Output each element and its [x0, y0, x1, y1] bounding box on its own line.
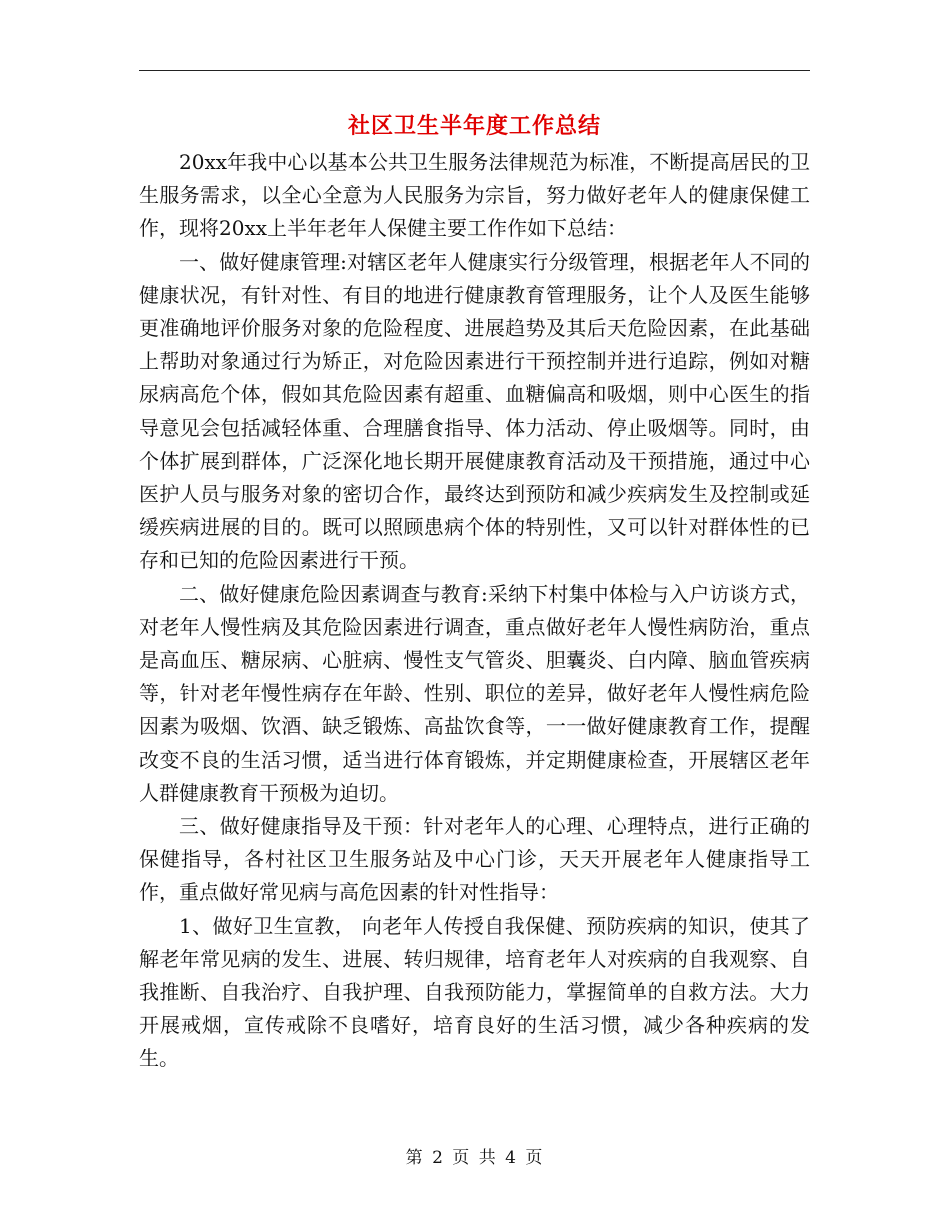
- paragraph-section-3: 三、做好健康指导及干预：针对老年人的心理、心理特点，进行正确的保健指导，各村社区卫生服务站及中心门诊，天天开展老年人健康指导工作，重点做好常见病与高危因素的针对性指导：: [139, 814, 810, 905]
- paragraph-section-1: 一、做好健康管理:对辖区老年人健康实行分级管理，根据老年人不同的健康状况，有针对性、有目的地进行健康教育管理服务，让个人及医生能够更准确地评价服务对象的危险程度、进展趋势及其后天危险因素，在此基础上帮助对象通过行为矫正，对危险因素进行干预控制并进行追踪，例如对糖尿病高危个体，假如其危险因素有超重、血糖偏高和吸烟，则中心医生的指导意见会包括减轻体重、合理膳食指导、体力活动、停止吸烟等。同时，由个体扩展到群体，广泛深化地长期开展健康教育活动及干预措施，通过中心医护人员与服务对象的密切合作，最终达到预防和减少疾病发生及控制或延缓疾病进展的目的。既可以照顾患病个体的特别性，又可以针对群体性的已存和已知的危险因素进行干预。: [139, 249, 810, 573]
- document-body: [139, 146, 810, 1076]
- document-title: 社区卫生半年度工作总结: [347, 113, 601, 139]
- paragraph-section-2: 二、做好健康危险因素调查与教育:采纳下村集中体检与入户访谈方式，对老年人慢性病及其危险因素进行调查，重点做好老年人慢性病防治，重点是高血压、糖尿病、心脏病、慢性支气管炎、胆囊炎、白内障、脑血管疾病等，针对老年慢性病存在年龄、性别、职位的差异，做好老年人慢性病危险因素为吸烟、饮酒、缺乏锻炼、高盐饮食等，一一做好健康教育工作，提醒改变不良的生活习惯，适当进行体育锻炼，并定期健康检查，开展辖区老年人群健康教育干预极为迫切。: [139, 581, 810, 805]
- header-rule: [139, 70, 810, 71]
- paragraph-item-1: 1、做好卫生宣教， 向老年人传授自我保健、预防疾病的知识，使其了解老年常见病的发生、进展、转归规律，培育老年人对疾病的自我观察、自我推断、自我治疗、自我护理、自我预防能力，掌握简单的自救方法。大力开展戒烟，宣传戒除不良嗜好，培育良好的生活习惯，减少各种疾病的发生。: [139, 913, 810, 1071]
- page-number-footer: 第 2 页 共 4 页: [405, 1148, 545, 1168]
- paragraph-intro: 20xx年我中心以基本公共卫生服务法律规范为标准，不断提高居民的卫生服务需求，以全心全意为人民服务为宗旨，努力做好老年人的健康保健工作，现将20xx上半年老年人保健主要工作作如下总结：: [139, 150, 810, 241]
